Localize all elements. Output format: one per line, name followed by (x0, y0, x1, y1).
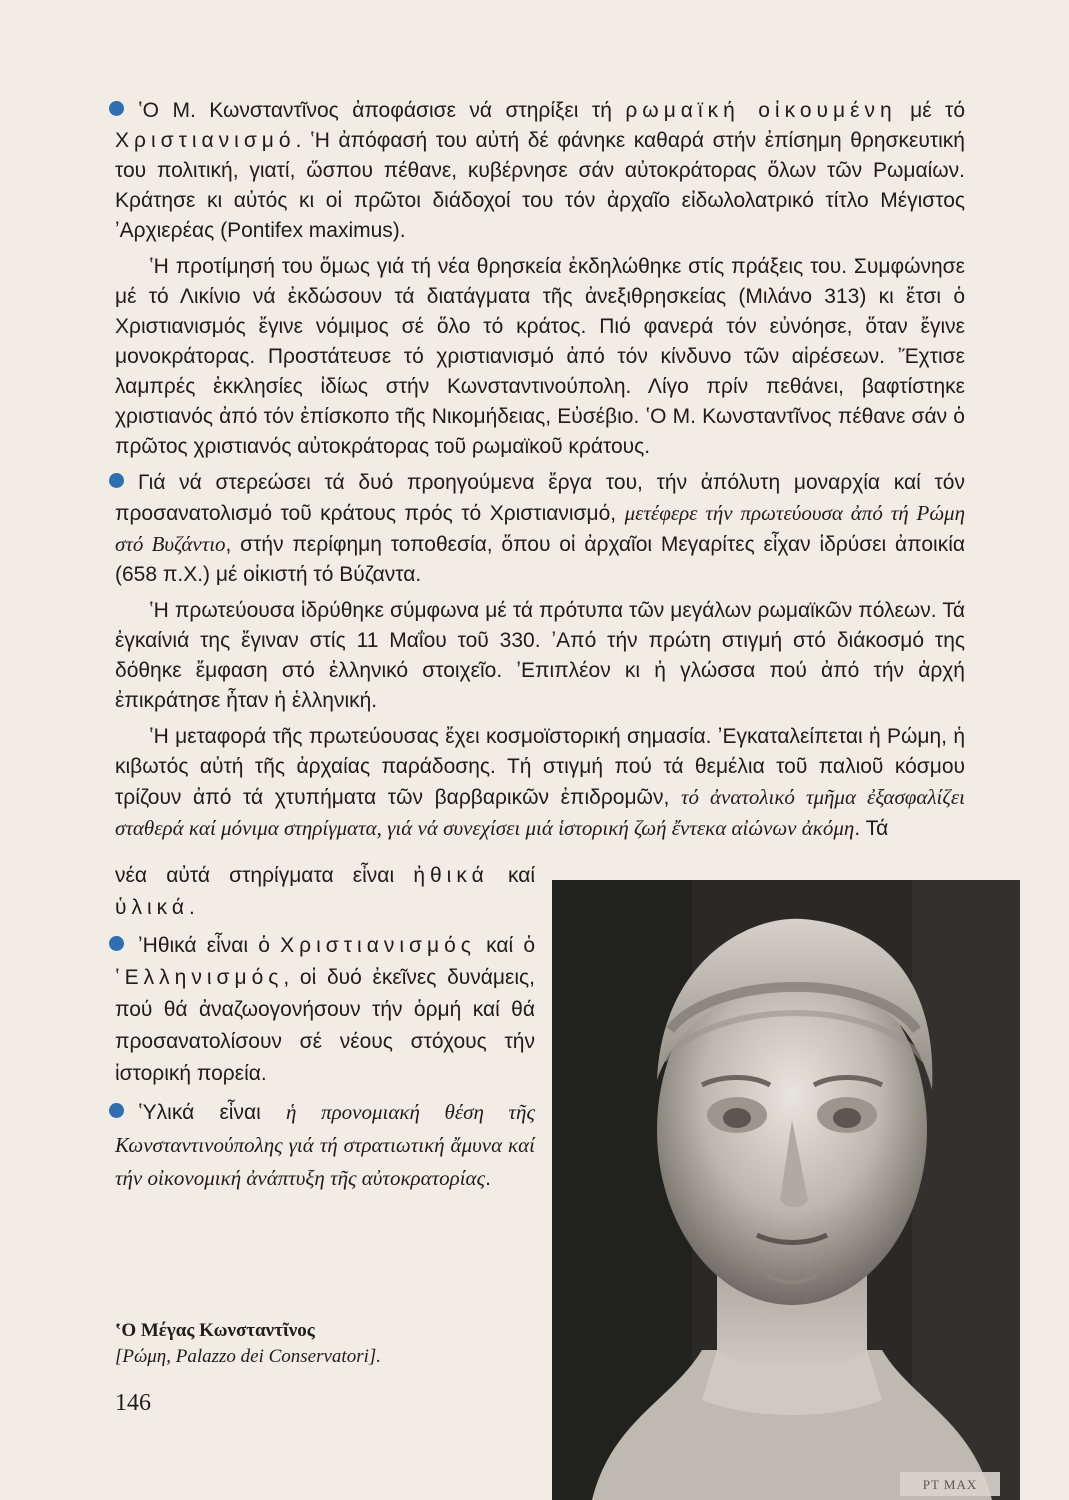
bullet-icon (109, 936, 124, 951)
narrow-paragraph-2 (115, 930, 535, 1090)
narrow-paragraph-3 (115, 1096, 535, 1195)
text-run: ʽΗ μεταφορά τῆς πρωτεύουσας ἔχει κοσμοϊστορική σημασία. ʼΕγκαταλείπεται ἡ Ρώμη, ἡ κιβωτός αὐτή τῆς ἀρχαίας παράδοσης. Τή στιγμή πού τά θεμέλια τοῦ παλιοῦ κόσμου τρίζουν ἀπό τά χτυπήματα τῶν βαρβαρικῶν ἐπιδρομῶν, (115, 725, 965, 809)
text-run: μέ τό (896, 99, 965, 122)
spaced-term: Χριστιανισμός (280, 934, 476, 957)
italic-emphasis: μετέφερε τήν πρωτεύουσα ἀπό τή Ρώμη στό Βυζάντιο (115, 501, 965, 556)
spaced-term: ρωμαϊκή οἰκουμένη (625, 99, 897, 122)
text-run: καί ὁ (475, 934, 535, 957)
main-text-column (115, 96, 965, 850)
text-run: . ʽΗ ἀπόφασή του αὐτή δέ φάνηκε καθαρά στήν ἐπίσημη θρησκευτική του πολιτική, γιατί, ὥσπου πέθανε, κυβέρνησε σάν αὐτοκράτορας ὅλων τῶν Ρωμαίων. Κράτησε κι αὐτός κι οἱ πρῶτοι διάδοχοί του τόν ἀρχαῖο εἰδωλολατρικό τίτλο Μέγιστος ʼΑρχιερέας (Pontifex maximus). (115, 129, 965, 242)
text-run: . (485, 1167, 491, 1190)
narrow-paragraph-1 (115, 860, 535, 924)
spaced-term: Χριστιανισμό (115, 129, 296, 152)
text-run: ʽΟ Μ. Κωνσταντῖνος ἀποφάσισε νά στηρίξει τή (138, 99, 626, 122)
page-number: 146 (115, 1390, 151, 1416)
spaced-term: ὑλικά (115, 896, 190, 919)
text-run: . (189, 896, 195, 919)
bullet-icon (109, 101, 124, 116)
bullet-icon (109, 1103, 124, 1118)
constantine-bust-photo (552, 880, 1020, 1500)
caption-title: ʽΟ Μέγας Κωνσταντῖνος (115, 1320, 315, 1341)
text-run: νέα αὐτά στηρίγματα εἶναι (115, 864, 414, 887)
italic-emphasis: τό ἀνατολικό τμῆμα ἐξασφαλίζει σταθερά καί μόνιμα στηρίγματα, γιά νά συνεχίσει μιά ἱστορική ζωή ἔντεκα αἰώνων ἀκόμη (115, 785, 965, 840)
spaced-term: ʽΕλληνισμός (115, 966, 284, 989)
text-run: . Τά (854, 817, 889, 840)
paragraph-4: ʽΗ πρωτεύουσα ἱδρύθηκε σύμφωνα μέ τά πρότυπα τῶν μεγάλων ρωμαϊκῶν πόλεων. Τά ἐγκαίνιά της ἔγιναν στίς 11 Μαΐου τοῦ 330. ʼΑπό τήν πρώτη στιγμή στό διάκοσμό της δόθηκε ἔμφαση στό ἑλληνικό στοιχεῖο. ʼΕπιπλέον κι ἡ γλώσσα πού ἀπό τήν ἀρχή ἐπικράτησε ἦταν ἡ ἑλληνική. (115, 599, 965, 712)
photo-caption (115, 1318, 515, 1370)
caption-location: [Ρώμη, Palazzo dei Conservatori]. (115, 1346, 382, 1367)
narrow-text-column (115, 860, 535, 1201)
photo-inscription-text: PT MAX (922, 1477, 978, 1492)
italic-emphasis: ἡ προνομιακή θέση τῆς Κωνσταντινούπολης γιά τή στρατιωτική ἄμυνα καί τήν οἰκονομική ἀνάπτυξη τῆς αὐτοκρατορίας (115, 1100, 535, 1190)
text-run: ʼΗθικά εἶναι ὁ (138, 934, 281, 957)
paragraph-3 (115, 468, 965, 590)
paragraph-1 (115, 96, 965, 246)
spaced-term: ἠθικά (413, 864, 489, 887)
paragraph-2: ʽΗ προτίμησή του ὅμως γιά τή νέα θρησκεία ἐκδηλώθηκε στίς πράξεις του. Συμφώνησε μέ τό Λικίνιο νά ἐκδώσουν τά διατάγματα τῆς ἀνεξιθρησκείας (Μιλάνο 313) κι ἔτσι ὁ Χριστιανισμός ἔγινε νόμιμος σέ ὅλο τό κράτος. Πιό φανερά τόν εὐνόησε, ὅταν ἔγινε μονοκράτορας. Προστάτευσε τό χριστιανισμό ἀπό τόν κίνδυνο τῶν αἱρέσεων. ʼΈχτισε λαμπρές ἐκκλησίες ἰδίως στήν Κωνσταντινούπολη. Λίγο πρίν πεθάνει, βαφτίστηκε χριστιανός ἀπό τόν ἐπίσκοπο τῆς Νικομήδειας, Εὐσέβιο. ʽΟ Μ. Κωνσταντῖνος πέθανε σάν ὁ πρῶτος χριστιανός αὐτοκράτορας τοῦ ρωμαϊκοῦ κράτους. (115, 255, 965, 458)
bullet-icon (109, 473, 124, 488)
text-run: Γιά νά στερεώσει τά δυό προηγούμενα ἔργα του, τήν ἀπόλυτη μοναρχία καί τόν προσανατολισμό τοῦ κράτους πρός τό Χριστιανισμό, (115, 471, 965, 525)
paragraph-5 (115, 722, 965, 844)
bust-illustration (552, 880, 1020, 1500)
text-run: , στήν περίφημη τοποθεσία, ὅπου οἱ ἀρχαῖοι Μεγαρίτες εἶχαν ἱδρύσει ἀποικία (658 π.Χ.) μέ οἰκιστή τό Βύζαντα. (115, 533, 965, 586)
text-run: , οἱ δυό ἐκεῖνες δυνάμεις, πού θά ἀναζωογονήσουν τήν ὁρμή καί θά προσανατολίσουν σέ νέους στόχους τήν ἱστορική πορεία. (115, 966, 535, 1085)
text-run: ʽΥλικά εἶναι (138, 1101, 287, 1124)
text-run: καί (488, 864, 535, 887)
